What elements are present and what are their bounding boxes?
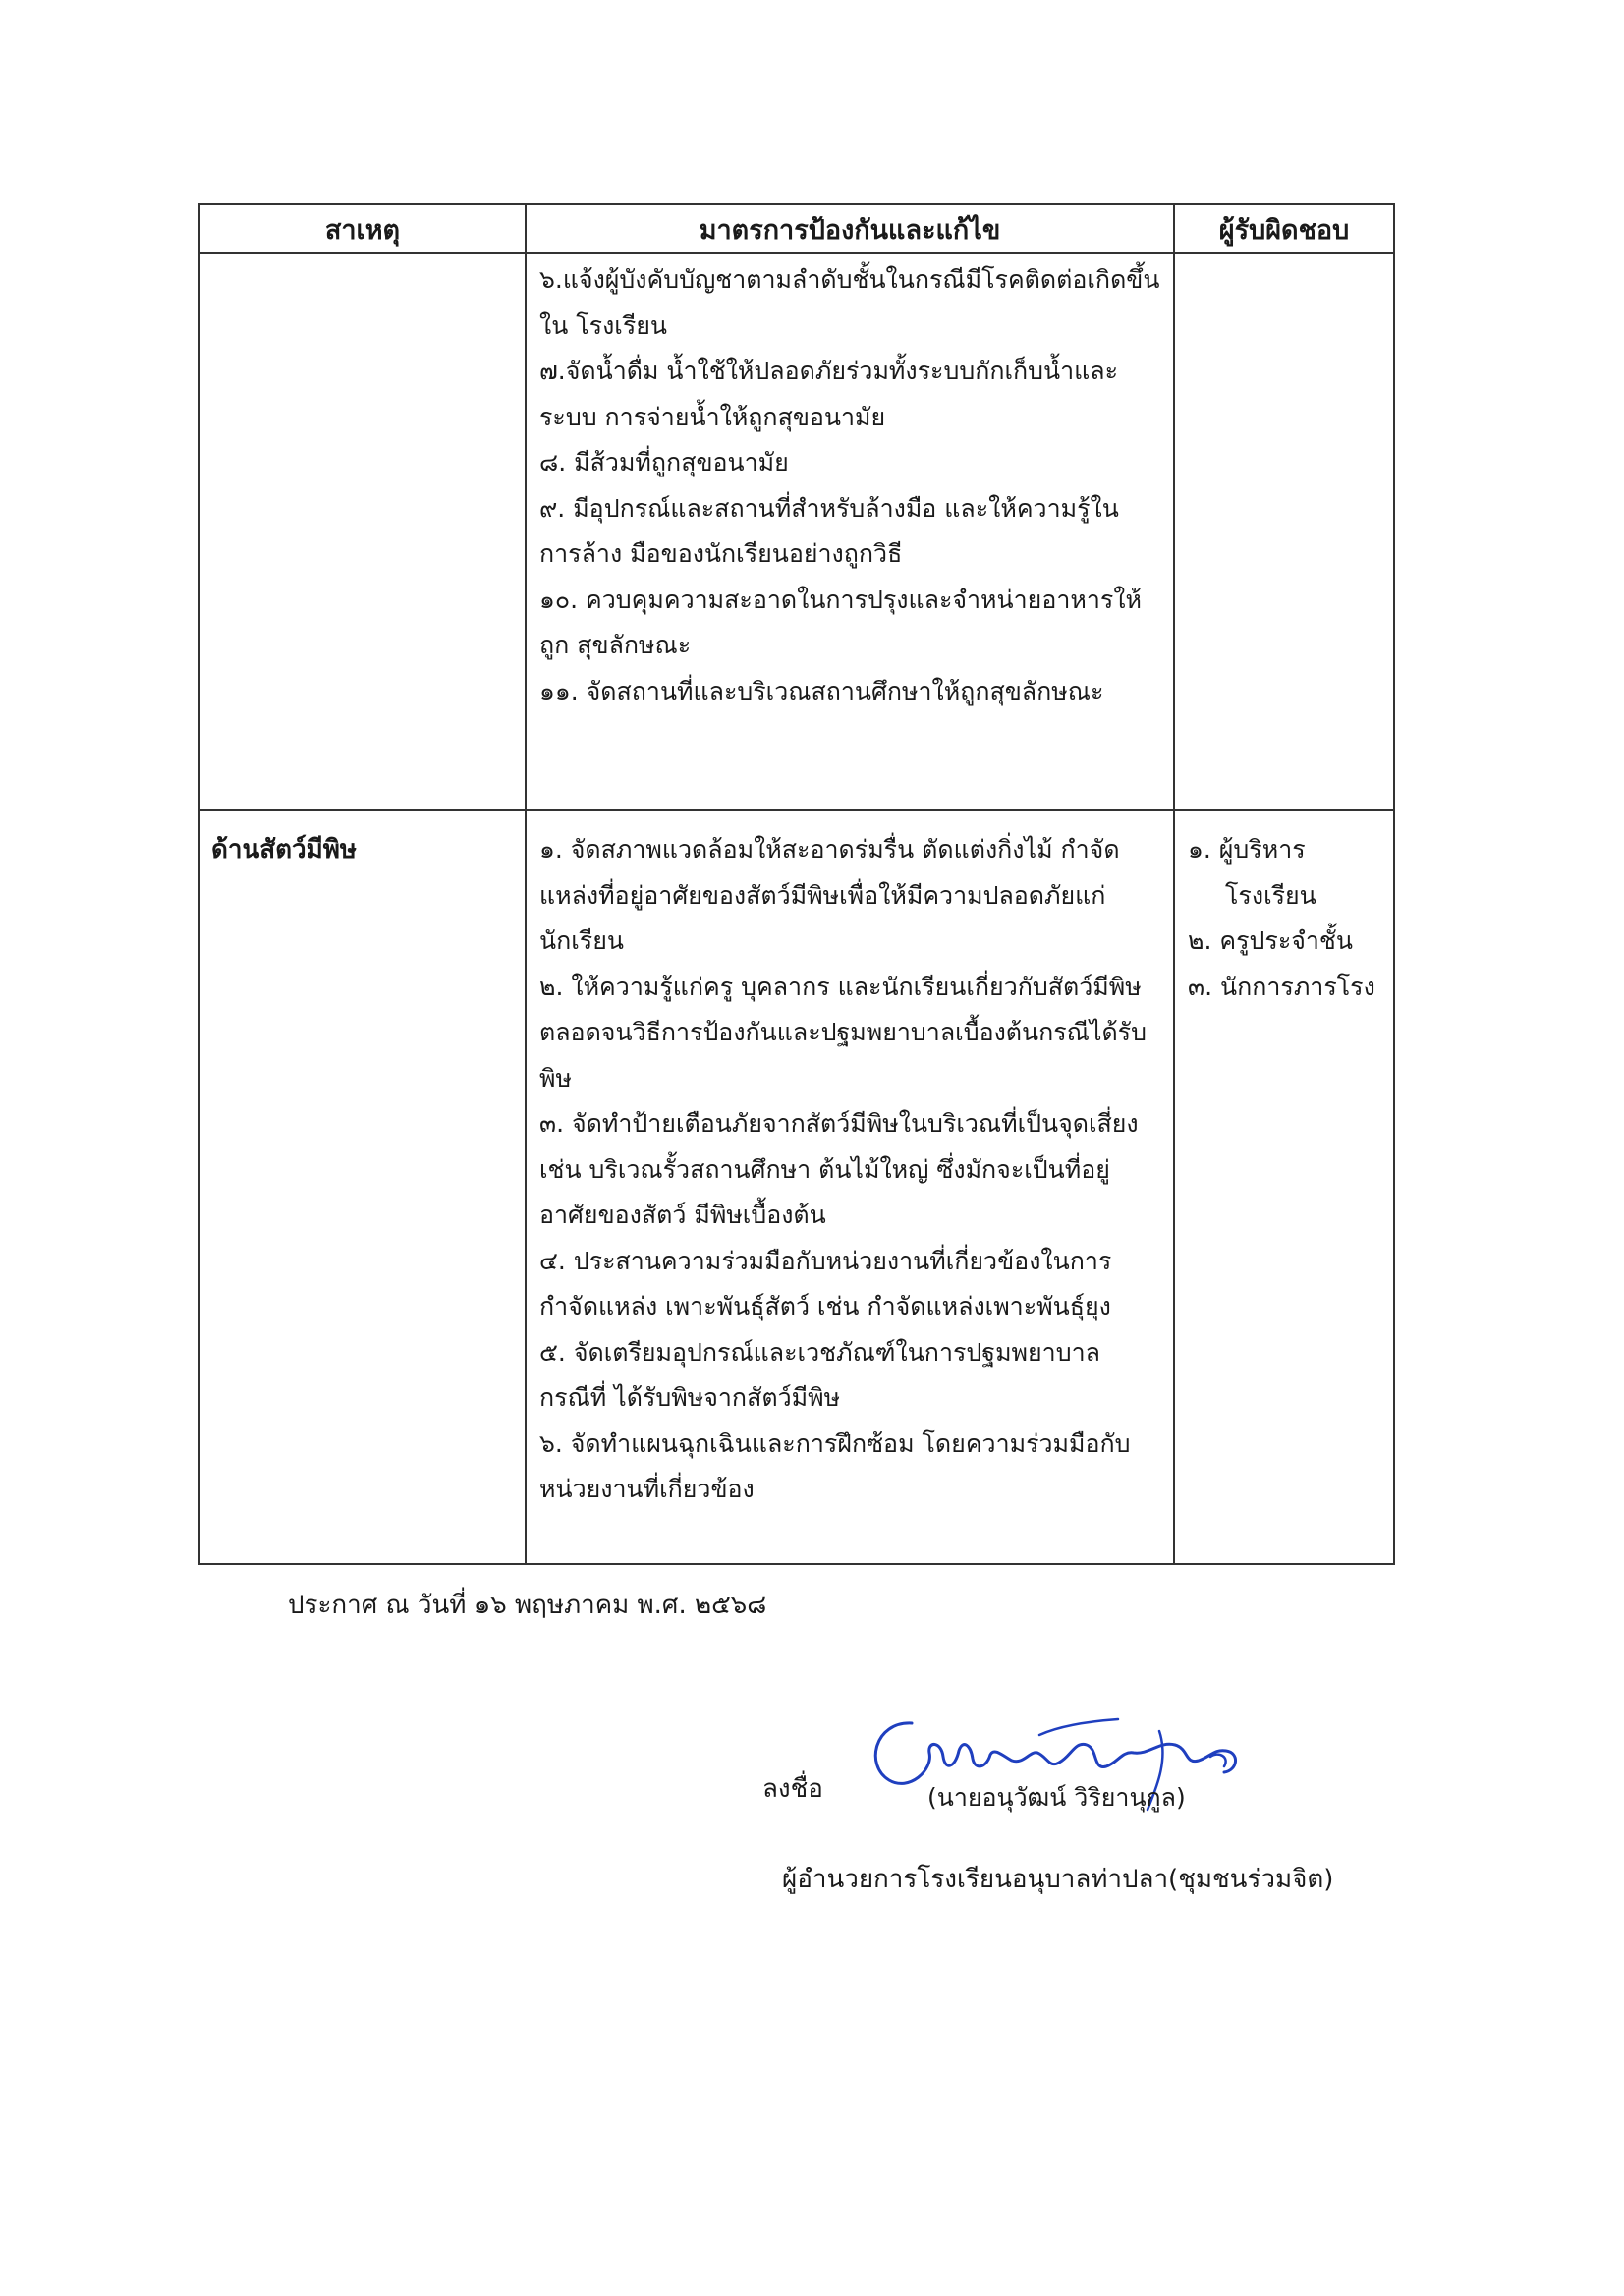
measure-line: ๑๐. ควบคุมความสะอาดในการปรุงและจำหน่ายอาหารให้	[539, 585, 1143, 614]
measure-line: ๙. มีอุปกรณ์และสถานที่สำหรับล้างมือ และให้ความรู้ใน	[539, 493, 1119, 523]
measure-line: หน่วยงานที่เกี่ยวข้อง	[539, 1475, 755, 1503]
measure-line: แหล่งที่อยู่อาศัยของสัตว์มีพิษเพื่อให้มีความปลอดภัยแก่	[539, 880, 1106, 910]
measure-line: ๖.แจ้งผู้บังคับบัญชาตามลำดับชั้นในกรณีมีโรคติดต่อเกิดขึ้น	[539, 265, 1160, 294]
measures-table	[198, 203, 1395, 1565]
measure-line: พิษ	[539, 1063, 572, 1092]
cause-label: ด้านสัตว์มีพิษ	[211, 835, 358, 865]
responsible-line: ๒. ครูประจำชั้น	[1188, 926, 1353, 955]
responsible-line: ๑. ผู้บริหาร	[1188, 835, 1306, 864]
measure-line: ใน โรงเรียน	[539, 310, 668, 340]
responsible-line: ๓. นักการภารโรง	[1188, 972, 1375, 1001]
measure-line: ระบบ การจ่ายน้ำให้ถูกสุขอนามัย	[539, 402, 886, 431]
measure-line: ตลอดจนวิธีการป้องกันและปฐมพยาบาลเบื้องต้นกรณีได้รับ	[539, 1018, 1147, 1046]
cause-label	[201, 255, 524, 271]
table-row	[199, 810, 1394, 1564]
measure-line: ๑. จัดสภาพแวดล้อมให้สะอาดร่มรื่น ตัดแต่งกิ่งไม้ กำจัด	[539, 835, 1120, 864]
measure-line: เช่น บริเวณรั้วสถานศึกษา ต้นไม้ใหญ่ ซึ่งมักจะเป็นที่อยู่	[539, 1154, 1110, 1184]
cause-cell	[199, 253, 526, 810]
measure-line: ๖. จัดทำแผนฉุกเฉินและการฝึกซ้อม โดยความร่วมมือกับ	[539, 1428, 1131, 1458]
cause-cell	[199, 810, 526, 1564]
measure-line: อาศัยของสัตว์ มีพิษเบื้องต้น	[539, 1201, 826, 1229]
table-row	[199, 253, 1394, 810]
measure-line: ถูก สุขลักษณะ	[539, 631, 692, 659]
announcement-date: ประกาศ ณ วันที่ ๑๖ พฤษภาคม พ.ศ. ๒๕๖๘	[288, 1591, 767, 1620]
measure-line: ๕. จัดเตรียมอุปกรณ์และเวชภัณฑ์ในการปฐมพยาบาล	[539, 1337, 1100, 1367]
signer-position: ผู้อำนวยการโรงเรียนอนุบาลท่าปลา(ชุมชนร่วมจิต)	[782, 1865, 1334, 1894]
responsible-cell	[1174, 810, 1394, 1564]
measure-line: การล้าง มือของนักเรียนอย่างถูกวิธี	[539, 539, 903, 568]
header-responsible: ผู้รับผิดชอบ	[1174, 204, 1394, 253]
measure-line: กำจัดแหล่ง เพาะพันธุ์สัตว์ เช่น กำจัดแหล่งเพาะพันธุ์ยุง	[539, 1292, 1111, 1320]
signer-name: (นายอนุวัฒน์ วิริยานุกูล)	[927, 1783, 1186, 1812]
measure-line: ๒. ให้ความรู้แก่ครู บุคลากร และนักเรียนเกี่ยวกับสัตว์มีพิษ	[539, 972, 1142, 1001]
measure-line: ๘. มีส้วมที่ถูกสุขอนามัย	[539, 448, 789, 476]
measures-cell	[526, 810, 1174, 1564]
signature-stroke	[875, 1723, 1235, 1783]
header-cause: สาเหตุ	[199, 204, 526, 253]
measure-line: กรณีที่ ได้รับพิษจากสัตว์มีพิษ	[539, 1383, 841, 1412]
measure-line: นักเรียน	[539, 926, 624, 955]
measure-line: ๓. จัดทำป้ายเตือนภัยจากสัตว์มีพิษในบริเวณที่เป็นจุดเสี่ยง	[539, 1109, 1139, 1138]
responsible-cell	[1174, 253, 1394, 810]
signature-label: ลงชื่อ	[762, 1774, 823, 1804]
measure-line: ๔. ประสานความร่วมมือกับหน่วยงานที่เกี่ยวข้องในการ	[539, 1246, 1112, 1275]
table-header-row	[199, 204, 1394, 253]
header-measures: มาตรการป้องกันและแก้ไข	[526, 204, 1174, 253]
responsible-line: โรงเรียน	[1225, 880, 1316, 910]
measure-line: ๗.จัดน้ำดื่ม น้ำใช้ให้ปลอดภัยร่วมทั้งระบบกักเก็บน้ำและ	[539, 357, 1119, 385]
measures-cell	[526, 253, 1174, 810]
measure-line: ๑๑. จัดสถานที่และบริเวณสถานศึกษาให้ถูกสุขลักษณะ	[539, 676, 1104, 705]
